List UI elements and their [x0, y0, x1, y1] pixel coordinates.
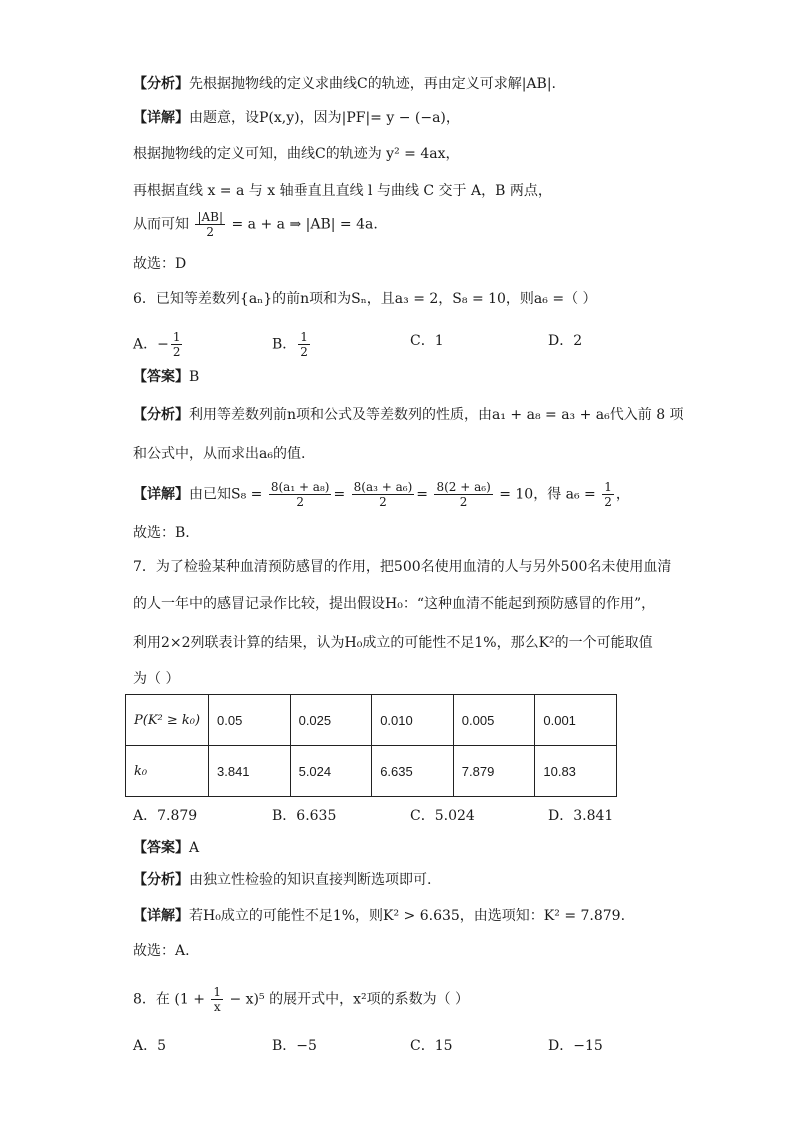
choose-line: 故选：B. [133, 525, 190, 541]
table-cell: 0.010 [372, 695, 454, 746]
option-label: B． [272, 336, 297, 353]
option-d: D．3.841 [548, 808, 614, 824]
fraction-denominator: 2 [296, 495, 304, 509]
table-cell: 5.024 [290, 746, 372, 797]
option-b: B．−5 [272, 1038, 317, 1054]
option-a: A．5 [133, 1038, 167, 1054]
table-cell: k₀ [126, 746, 209, 797]
answer-line [133, 837, 199, 859]
option-b: B．6.635 [272, 808, 337, 824]
text-prefix: 从而可知 [133, 216, 189, 233]
analysis-tag: 【分析】 [133, 872, 189, 888]
analysis-tag: 【分析】 [133, 407, 189, 423]
choose-line: 故选：A. [133, 943, 190, 959]
option-d: D．2 [548, 333, 583, 349]
fraction-denominator: 2 [379, 495, 387, 509]
fraction-denominator: 2 [172, 345, 181, 359]
option-a: A．7.879 [133, 808, 198, 824]
question-6-stem: 6．已知等差数列{aₙ}的前n项和为Sₙ，且a₃ = 2，S₈ = 10，则a₆ =（ ） [133, 291, 597, 307]
detail-line [133, 107, 460, 129]
option-c: C．5.024 [410, 808, 475, 824]
choose-line: 故选：D [133, 256, 187, 272]
option-c: C．1 [410, 333, 444, 349]
table-cell: 0.025 [290, 695, 372, 746]
fraction [195, 210, 225, 239]
fraction [298, 330, 310, 359]
table-cell: 6.635 [372, 746, 454, 797]
option-b [272, 330, 312, 359]
detail-line-2: 根据抛物线的定义可知，曲线C的轨迹为 y² = 4ax， [133, 146, 460, 162]
analysis-text: 由独立性检验的知识直接判断选项即可. [189, 872, 432, 888]
detail-tag: 【详解】 [133, 110, 189, 126]
question-8-stem [133, 985, 469, 1014]
analysis-line [133, 404, 684, 426]
fraction-numerator: 1 [604, 480, 612, 494]
text-suffix: 的展开式中，x²项的系数为（ ） [269, 991, 470, 1008]
detail-tag: 【详解】 [133, 486, 189, 503]
question-8-options [133, 1035, 653, 1057]
question-7-stem-4: 为（ ） [133, 671, 180, 687]
fraction [602, 480, 614, 509]
text-prefix: 由已知S₈ = [189, 486, 263, 503]
table-cell: 0.05 [209, 695, 291, 746]
fraction [211, 985, 223, 1014]
analysis-line [133, 869, 431, 891]
fraction-numerator: 8(a₁ + a₈) [270, 480, 330, 494]
option-label: A．− [133, 336, 169, 353]
analysis-text: 先根据抛物线的定义求曲线C的轨迹，再由定义可求解|AB|. [189, 76, 556, 92]
fraction-numerator: 1 [213, 985, 222, 999]
question-7-stem-2: 的人一年中的感冒记录作比较，提出假设H₀：“这种血清不能起到预防感冒的作用”， [133, 596, 656, 612]
analysis-text: 利用等差数列前n项和公式及等差数列的性质，由a₁ + a₈ = a₃ + a₆代入前 8 项 [189, 407, 684, 423]
question-7-stem-3: 利用2×2列联表计算的结果，认为H₀成立的可能性不足1%，那么K²的一个可能取值 [133, 635, 653, 651]
table-cell: 3.841 [209, 746, 291, 797]
table-cell: 10.83 [535, 746, 617, 797]
expression-left: (1 + [174, 991, 205, 1008]
fraction [434, 480, 492, 509]
table-cell: 0.005 [453, 695, 535, 746]
fraction-numerator: 1 [172, 330, 181, 344]
analysis-line [133, 73, 556, 95]
option-d: D．−15 [548, 1038, 603, 1054]
detail-line [133, 905, 625, 927]
fraction-numerator: 8(2 + a₆) [436, 480, 491, 494]
answer-line [133, 366, 199, 388]
text-suffix: = a + a ⇒ |AB| = 4a. [231, 216, 378, 233]
detail-text: 由题意，设P(x,y)，因为|PF|= y − (−a)， [189, 110, 460, 126]
fraction [269, 480, 332, 509]
fraction-numerator: 1 [300, 330, 308, 344]
fraction-denominator: 2 [604, 495, 612, 509]
detail-line-4 [133, 210, 378, 239]
text-prefix: 8．在 [133, 991, 170, 1008]
table-cell: P(K² ≥ k₀) [126, 695, 209, 746]
fraction-denominator: 2 [459, 495, 468, 509]
fraction-denominator: 2 [300, 345, 308, 359]
fraction-numerator: 8(a₃ + a₆) [353, 480, 413, 494]
fraction [352, 480, 415, 509]
detail-line-3: 再根据直线 x = a 与 x 轴垂直且直线 l 与曲线 C 交于 A，B 两点， [133, 183, 552, 199]
detail-text: 若H₀成立的可能性不足1%，则K² > 6.635，由选项知：K² = 7.879. [189, 908, 626, 924]
table-cell: 7.879 [453, 746, 535, 797]
detail-line: 【详解】由已知S₈ = $\frac{\text{8(a₁ + a₈)}}{2}$ = $\frac{\text{8(a₃ + a₆)}}{2}$ = $\frac{\text{8(2 + a₆)}}{2}$ = 10，得 a₆ = $\frac{1}{2}$ ， [133, 480, 630, 509]
detail-tag: 【详解】 [133, 908, 189, 924]
option-a [133, 330, 184, 359]
text-mid: = 10，得 a₆ = [499, 486, 596, 503]
answer-tag: 【答案】 [133, 369, 189, 385]
analysis-line-2: 和公式中，从而求出a₆的值. [133, 446, 306, 462]
fraction-denominator: 2 [206, 225, 215, 239]
question-6-options [133, 330, 653, 359]
option-c: C．15 [410, 1038, 453, 1054]
fraction-denominator: x [213, 1000, 221, 1014]
question-7-options [133, 805, 653, 827]
table-row [126, 746, 617, 797]
expression-right: − x)⁵ [229, 991, 265, 1008]
table-row [126, 695, 617, 746]
fraction-numerator: |AB| [197, 210, 224, 224]
analysis-tag: 【分析】 [133, 76, 189, 92]
answer-tag: 【答案】 [133, 840, 189, 856]
fraction [171, 330, 183, 359]
answer-value: B [189, 369, 200, 385]
answer-value: A [189, 840, 200, 856]
question-7-stem-1: 7．为了检验某种血清预防感冒的作用，把500名使用血清的人与另外500名未使用血清 [133, 559, 672, 575]
table-cell: 0.001 [535, 695, 617, 746]
critical-value-table [125, 694, 617, 797]
